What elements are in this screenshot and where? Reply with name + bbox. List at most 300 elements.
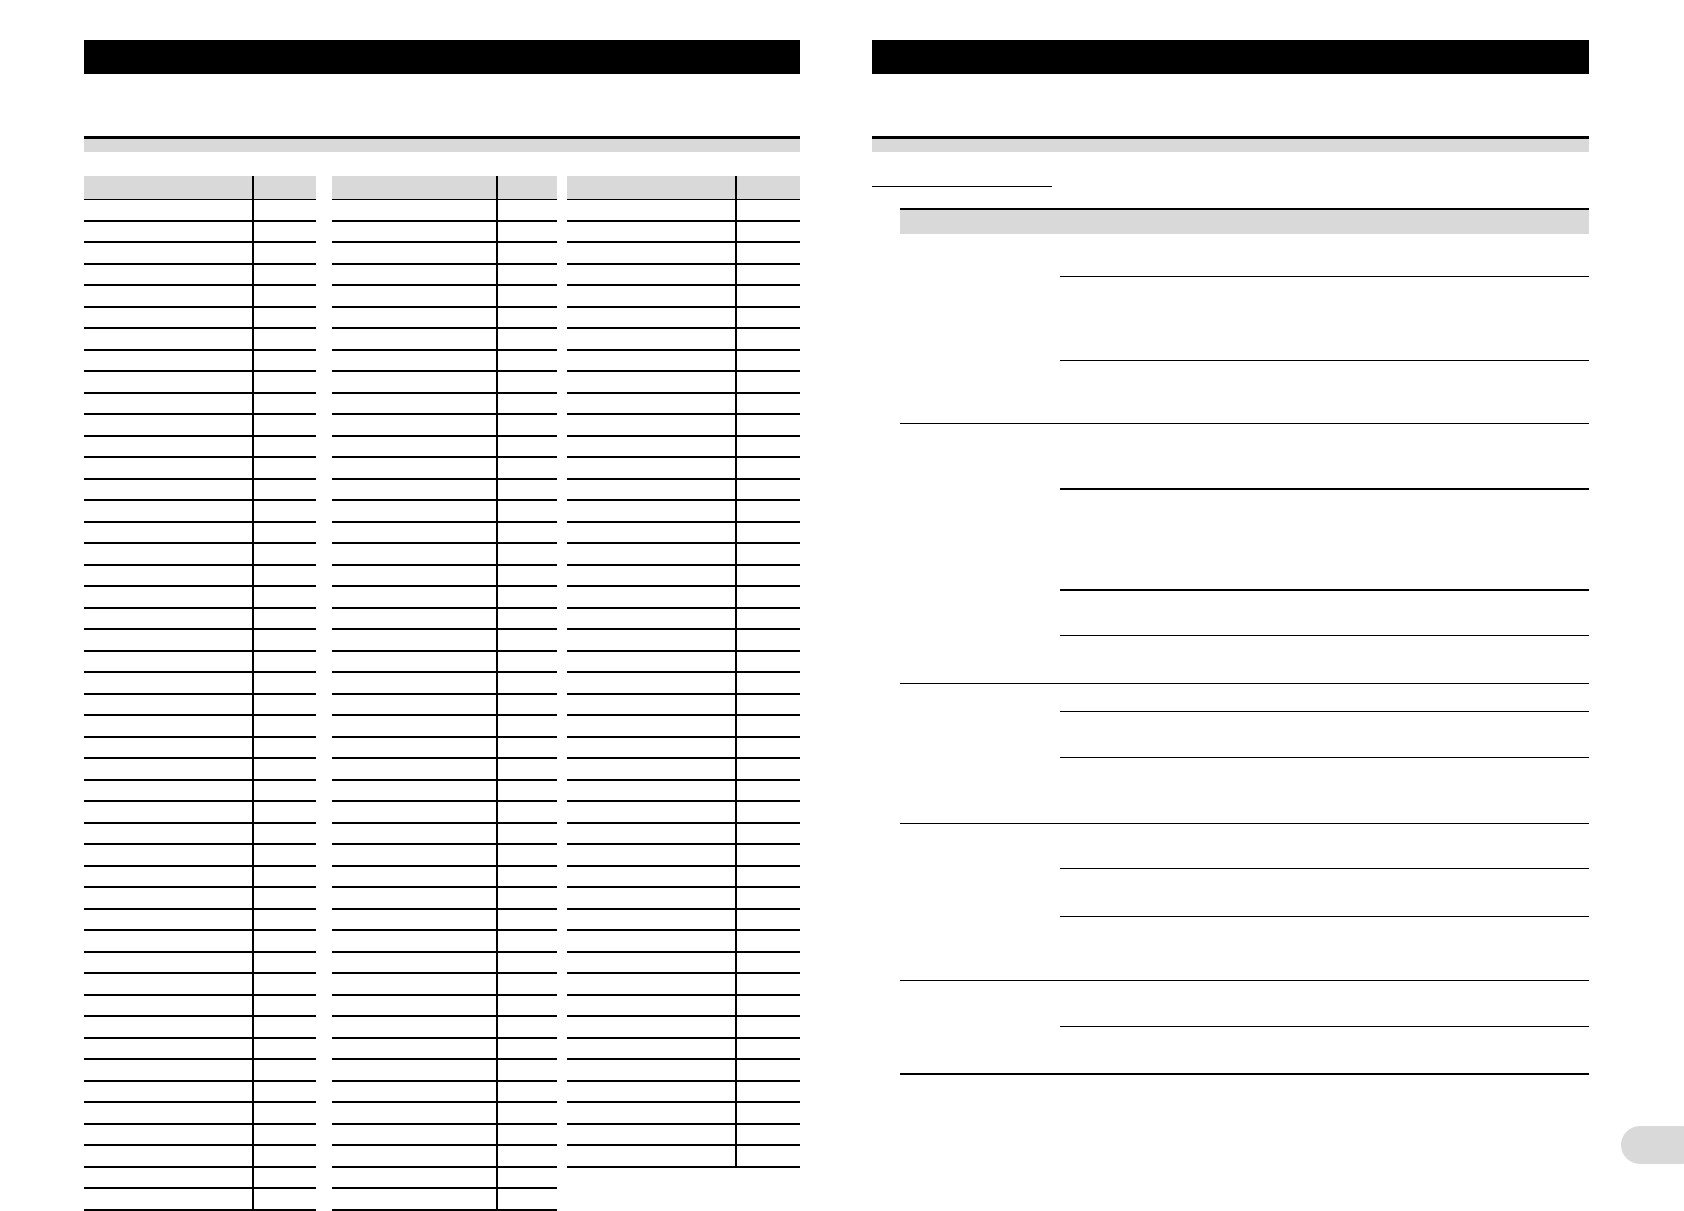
- code-table-cell-code: [736, 436, 800, 458]
- code-table-row: [332, 500, 557, 522]
- code-table-cell-name: [332, 844, 497, 866]
- code-table-cell-code: [736, 995, 800, 1017]
- code-table-row: [567, 823, 800, 845]
- code-table-header: [84, 176, 316, 200]
- code-table-cell-code: [736, 242, 800, 264]
- code-table-row: [567, 307, 800, 329]
- code-table-cell-code: [736, 479, 800, 501]
- code-table-cell-code: [497, 1102, 557, 1124]
- code-table-row: [567, 285, 800, 307]
- code-table-row: [332, 586, 557, 608]
- code-table-cell-code: [253, 200, 316, 221]
- code-table-row: [84, 995, 316, 1017]
- code-table-cell-code: [497, 1016, 557, 1038]
- code-table-row: [84, 780, 316, 802]
- code-table-cell-name: [332, 651, 497, 673]
- code-table-cell-code: [497, 780, 557, 802]
- code-table-cell-name: [567, 371, 736, 393]
- settings-entry: [1060, 360, 1589, 361]
- code-table-cell-code: [497, 737, 557, 759]
- code-table-row: [332, 973, 557, 995]
- code-table-row: [567, 715, 800, 737]
- code-table-cell-code: [736, 221, 800, 243]
- settings-entry: [1060, 488, 1589, 490]
- code-table-cell-name: [84, 844, 253, 866]
- code-table-cell-name: [567, 586, 736, 608]
- code-table-cell-name: [332, 307, 497, 329]
- settings-entry: [1060, 868, 1589, 869]
- settings-table: [900, 208, 1589, 234]
- code-table-cell-code: [497, 995, 557, 1017]
- code-table-cell-code: [497, 285, 557, 307]
- code-table-row: [567, 737, 800, 759]
- settings-entry: [1060, 711, 1589, 712]
- code-table-cell-name: [567, 629, 736, 651]
- code-table-cell-code: [736, 1016, 800, 1038]
- code-table-cell-code: [253, 1081, 316, 1103]
- code-table-row: [332, 328, 557, 350]
- code-table-cell-name: [567, 930, 736, 952]
- code-table-cell-name: [84, 242, 253, 264]
- code-table-cell-code: [253, 307, 316, 329]
- code-table-row: [332, 651, 557, 673]
- code-table-row: [567, 973, 800, 995]
- code-table-cell-name: [567, 973, 736, 995]
- code-table-cell-code: [736, 586, 800, 608]
- code-table-cell-code: [736, 328, 800, 350]
- code-table-row: [332, 608, 557, 630]
- code-table-cell-code: [253, 221, 316, 243]
- code-table-row: [332, 221, 557, 243]
- code-table-row: [332, 715, 557, 737]
- code-table-cell-name: [567, 200, 736, 221]
- code-table-cell-code: [253, 242, 316, 264]
- code-table-cell-name: [567, 1145, 736, 1167]
- code-table-row: [332, 200, 557, 221]
- code-table-cell-code: [736, 285, 800, 307]
- code-table-cell-name: [567, 608, 736, 630]
- code-table-cell-name: [567, 328, 736, 350]
- code-table-row: [567, 264, 800, 286]
- code-table-row: [567, 371, 800, 393]
- code-table-cell-name: [332, 565, 497, 587]
- code-table-row: [332, 285, 557, 307]
- code-table-cell-code: [497, 565, 557, 587]
- code-table-cell-code: [736, 264, 800, 286]
- code-table-cell-code: [253, 823, 316, 845]
- code-table-cell-code: [736, 780, 800, 802]
- code-table-3: [567, 176, 800, 1168]
- code-table-cell-name: [84, 758, 253, 780]
- code-table-cell-code: [253, 350, 316, 372]
- code-table-row: [332, 801, 557, 823]
- left-header-bar: [84, 40, 800, 74]
- code-table-cell-code: [253, 758, 316, 780]
- code-table-row: [84, 1038, 316, 1060]
- code-table-row: [332, 414, 557, 436]
- code-table-2: [332, 176, 557, 1211]
- code-table-cell-code: [253, 371, 316, 393]
- code-table-cell-name: [332, 629, 497, 651]
- code-table-row: [84, 307, 316, 329]
- code-table-cell-name: [567, 952, 736, 974]
- left-section-heading: [84, 136, 800, 152]
- code-table-cell-name: [567, 651, 736, 673]
- code-table-row: [84, 586, 316, 608]
- settings-group: [900, 824, 1589, 981]
- code-table-cell-name: [332, 285, 497, 307]
- code-table-cell-code: [497, 543, 557, 565]
- code-table-cell-name: [84, 200, 253, 221]
- code-table-header-col1: [332, 176, 497, 200]
- code-table-cell-name: [84, 930, 253, 952]
- code-table-cell-code: [736, 350, 800, 372]
- code-table-row: [332, 1145, 557, 1167]
- code-table-cell-code: [736, 758, 800, 780]
- code-table-row: [567, 500, 800, 522]
- code-table-cell-code: [497, 307, 557, 329]
- code-table-row: [84, 264, 316, 286]
- code-table-cell-code: [736, 694, 800, 716]
- code-table-row: [567, 995, 800, 1017]
- code-table-cell-code: [253, 1016, 316, 1038]
- code-table-cell-name: [332, 457, 497, 479]
- code-table-row: [84, 1145, 316, 1167]
- code-table-header-col2: [736, 176, 800, 200]
- page-number-tab: [1621, 1126, 1684, 1164]
- code-table-cell-name: [567, 393, 736, 415]
- code-table-cell-name: [84, 672, 253, 694]
- code-table-row: [84, 1188, 316, 1210]
- code-table-cell-code: [497, 930, 557, 952]
- code-table-cell-name: [84, 221, 253, 243]
- code-table-cell-code: [497, 866, 557, 888]
- code-table-cell-name: [84, 651, 253, 673]
- code-table-row: [84, 328, 316, 350]
- code-table-row: [84, 909, 316, 931]
- code-table-header: [332, 176, 557, 200]
- code-table-cell-code: [497, 200, 557, 221]
- code-table-cell-name: [332, 995, 497, 1017]
- code-table-cell-code: [253, 1167, 316, 1189]
- code-table-cell-code: [736, 973, 800, 995]
- code-table-row: [84, 973, 316, 995]
- code-table-row: [567, 694, 800, 716]
- code-table-row: [332, 242, 557, 264]
- code-table-cell-name: [332, 522, 497, 544]
- code-table-cell-name: [84, 866, 253, 888]
- code-table-cell-name: [332, 952, 497, 974]
- code-table-cell-name: [567, 414, 736, 436]
- code-table-cell-code: [253, 608, 316, 630]
- code-table-cell-code: [497, 586, 557, 608]
- code-table-cell-name: [84, 414, 253, 436]
- settings-group: [900, 684, 1589, 824]
- code-table-cell-name: [332, 973, 497, 995]
- code-table-row: [84, 1016, 316, 1038]
- code-table-cell-name: [84, 1167, 253, 1189]
- code-table-cell-code: [253, 930, 316, 952]
- code-table-cell-code: [497, 522, 557, 544]
- code-table-row: [567, 672, 800, 694]
- code-table-row: [84, 801, 316, 823]
- code-table-cell-name: [567, 457, 736, 479]
- code-table-cell-code: [736, 1081, 800, 1103]
- code-table-cell-name: [567, 823, 736, 845]
- code-table-row: [332, 930, 557, 952]
- code-table-cell-name: [332, 221, 497, 243]
- code-table-row: [332, 952, 557, 974]
- code-table-cell-code: [497, 1188, 557, 1210]
- code-table-cell-code: [736, 801, 800, 823]
- code-table-cell-name: [84, 1188, 253, 1210]
- code-table-cell-name: [332, 1081, 497, 1103]
- code-table-row: [84, 543, 316, 565]
- code-table-cell-name: [567, 1038, 736, 1060]
- code-table-row: [332, 1102, 557, 1124]
- code-table-cell-name: [332, 371, 497, 393]
- code-table-row: [84, 500, 316, 522]
- code-table-cell-name: [567, 844, 736, 866]
- code-table-cell-code: [497, 1145, 557, 1167]
- code-table-cell-code: [253, 565, 316, 587]
- right-section-heading: [872, 136, 1589, 152]
- code-table-row: [567, 414, 800, 436]
- settings-entry: [1060, 635, 1589, 636]
- code-table-cell-name: [332, 1188, 497, 1210]
- code-table-cell-code: [736, 1059, 800, 1081]
- code-table-cell-name: [567, 995, 736, 1017]
- code-table-cell-name: [332, 823, 497, 845]
- code-table-cell-name: [567, 694, 736, 716]
- code-table-row: [84, 758, 316, 780]
- code-table-cell-name: [84, 307, 253, 329]
- code-table-cell-code: [253, 457, 316, 479]
- code-table-row: [84, 930, 316, 952]
- code-table-cell-name: [84, 1145, 253, 1167]
- code-table-cell-name: [84, 1059, 253, 1081]
- code-table-cell-code: [736, 522, 800, 544]
- code-table-cell-name: [567, 479, 736, 501]
- code-table-row: [567, 930, 800, 952]
- code-table-header-col2: [497, 176, 557, 200]
- code-table-row: [567, 1016, 800, 1038]
- code-table-cell-code: [253, 1102, 316, 1124]
- code-table-row: [332, 264, 557, 286]
- code-table-cell-code: [497, 1038, 557, 1060]
- code-table-row: [84, 1059, 316, 1081]
- code-table-cell-name: [567, 1059, 736, 1081]
- code-table-cell-name: [567, 565, 736, 587]
- code-table-cell-code: [497, 608, 557, 630]
- code-table-row: [567, 887, 800, 909]
- code-table-cell-name: [84, 801, 253, 823]
- code-table-cell-name: [84, 350, 253, 372]
- code-table-cell-code: [253, 952, 316, 974]
- code-table-cell-name: [84, 1124, 253, 1146]
- code-table-cell-code: [497, 414, 557, 436]
- code-table-cell-name: [332, 328, 497, 350]
- code-table-cell-name: [84, 1102, 253, 1124]
- code-table-row: [84, 866, 316, 888]
- code-table-cell-name: [567, 672, 736, 694]
- code-table-row: [332, 543, 557, 565]
- code-table-row: [332, 371, 557, 393]
- code-table-cell-code: [736, 737, 800, 759]
- code-table-row: [332, 995, 557, 1017]
- code-table-row: [567, 200, 800, 221]
- code-table-row: [332, 758, 557, 780]
- code-table-cell-name: [84, 285, 253, 307]
- code-table-row: [84, 1081, 316, 1103]
- code-table-cell-name: [567, 221, 736, 243]
- code-table-cell-name: [567, 737, 736, 759]
- code-table-cell-code: [497, 973, 557, 995]
- code-table-cell-name: [84, 780, 253, 802]
- code-table-cell-code: [736, 414, 800, 436]
- code-table-header: [567, 176, 800, 200]
- right-subheading: [872, 185, 1052, 187]
- code-table-cell-code: [497, 823, 557, 845]
- code-table-cell-name: [84, 995, 253, 1017]
- code-table-cell-name: [84, 629, 253, 651]
- settings-group: [900, 424, 1589, 684]
- code-table-cell-name: [332, 479, 497, 501]
- code-table-cell-code: [736, 608, 800, 630]
- code-table-cell-code: [253, 973, 316, 995]
- code-table-row: [84, 350, 316, 372]
- code-table-row: [332, 457, 557, 479]
- code-table-cell-code: [253, 1145, 316, 1167]
- code-table-cell-name: [84, 973, 253, 995]
- code-table-cell-code: [736, 393, 800, 415]
- code-table-row: [567, 608, 800, 630]
- code-table-cell-name: [567, 522, 736, 544]
- code-table-row: [84, 479, 316, 501]
- code-table-cell-name: [84, 457, 253, 479]
- code-table-cell-name: [332, 1145, 497, 1167]
- code-table-cell-name: [332, 1016, 497, 1038]
- code-table-cell-name: [332, 715, 497, 737]
- code-table-cell-name: [84, 500, 253, 522]
- code-table-cell-name: [332, 909, 497, 931]
- code-table-row: [567, 1038, 800, 1060]
- code-table-row: [332, 436, 557, 458]
- code-table-cell-name: [332, 758, 497, 780]
- code-table-cell-name: [332, 436, 497, 458]
- code-table-cell-code: [497, 844, 557, 866]
- code-table-cell-code: [497, 264, 557, 286]
- code-table-cell-code: [253, 801, 316, 823]
- code-table-row: [84, 694, 316, 716]
- code-table-cell-code: [253, 995, 316, 1017]
- code-table-row: [332, 307, 557, 329]
- settings-group: [900, 981, 1589, 1075]
- code-table-row: [84, 1102, 316, 1124]
- code-table-cell-name: [84, 393, 253, 415]
- code-table-cell-code: [497, 801, 557, 823]
- code-table-row: [332, 887, 557, 909]
- code-table-row: [84, 844, 316, 866]
- code-table-row: [332, 694, 557, 716]
- code-table-cell-name: [332, 414, 497, 436]
- code-table-cell-name: [332, 543, 497, 565]
- code-table-cell-code: [497, 479, 557, 501]
- code-table-cell-code: [736, 651, 800, 673]
- code-table-cell-code: [736, 1102, 800, 1124]
- code-table-row: [567, 350, 800, 372]
- code-table-cell-code: [253, 887, 316, 909]
- code-table-row: [332, 565, 557, 587]
- code-table-row: [84, 221, 316, 243]
- code-table-cell-code: [253, 737, 316, 759]
- code-table-cell-code: [253, 1059, 316, 1081]
- code-table-cell-name: [332, 780, 497, 802]
- code-table-row: [567, 1059, 800, 1081]
- code-table-cell-name: [567, 350, 736, 372]
- code-table-row: [332, 479, 557, 501]
- code-table-cell-code: [736, 844, 800, 866]
- code-table-cell-code: [253, 629, 316, 651]
- code-table-row: [567, 457, 800, 479]
- code-table-row: [84, 436, 316, 458]
- code-table-cell-name: [332, 737, 497, 759]
- code-table-cell-code: [736, 930, 800, 952]
- code-table-cell-code: [253, 715, 316, 737]
- code-table-cell-code: [736, 1038, 800, 1060]
- code-table-row: [567, 221, 800, 243]
- code-table-header-col1: [84, 176, 253, 200]
- code-table-row: [567, 866, 800, 888]
- code-table-cell-name: [567, 1124, 736, 1146]
- code-table-cell-name: [332, 887, 497, 909]
- code-table-header-col1: [567, 176, 736, 200]
- code-table-cell-name: [84, 328, 253, 350]
- code-table-row: [567, 393, 800, 415]
- code-table-cell-name: [567, 307, 736, 329]
- code-table-cell-code: [736, 307, 800, 329]
- code-table-cell-code: [736, 909, 800, 931]
- code-table-cell-code: [497, 952, 557, 974]
- code-table-row: [332, 629, 557, 651]
- code-table-cell-name: [332, 264, 497, 286]
- code-table-row: [567, 651, 800, 673]
- code-table-cell-code: [253, 1188, 316, 1210]
- code-table-cell-name: [84, 608, 253, 630]
- code-table-row: [84, 414, 316, 436]
- code-table-cell-name: [84, 522, 253, 544]
- code-table-row: [567, 629, 800, 651]
- code-table-row: [84, 1167, 316, 1189]
- code-table-row: [332, 1059, 557, 1081]
- code-table-row: [567, 780, 800, 802]
- code-table-row: [567, 952, 800, 974]
- code-table-row: [84, 952, 316, 974]
- code-table-cell-code: [497, 694, 557, 716]
- code-table-row: [84, 242, 316, 264]
- code-table-row: [567, 1102, 800, 1124]
- code-table-row: [332, 1167, 557, 1189]
- code-table-row: [567, 758, 800, 780]
- code-table-row: [567, 565, 800, 587]
- code-table-cell-name: [567, 909, 736, 931]
- code-table-cell-code: [497, 221, 557, 243]
- code-table-row: [84, 393, 316, 415]
- code-table-row: [567, 586, 800, 608]
- code-table-row: [567, 1081, 800, 1103]
- code-table-cell-code: [253, 285, 316, 307]
- code-table-cell-code: [736, 371, 800, 393]
